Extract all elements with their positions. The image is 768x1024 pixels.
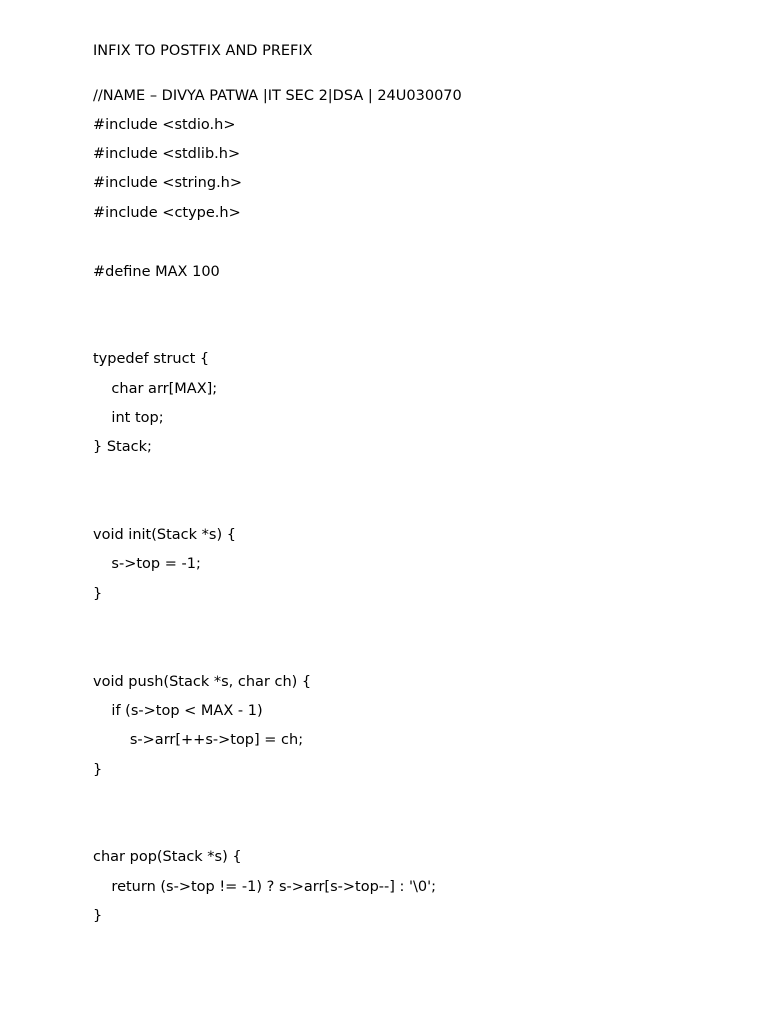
code-line-init-signature: void init(Stack *s) { (93, 527, 236, 543)
document-title: INFIX TO POSTFIX AND PREFIX (93, 43, 313, 59)
code-line-push-close: } (93, 762, 103, 778)
code-line-pop-signature: char pop(Stack *s) { (93, 849, 242, 865)
code-line-name-comment: //NAME – DIVYA PATWA |IT SEC 2|DSA | 24U030070 (93, 88, 462, 104)
code-line-push-assign: s->arr[++s->top] = ch; (93, 732, 304, 748)
code-line-define-max: #define MAX 100 (93, 264, 220, 280)
code-line-push-signature: void push(Stack *s, char ch) { (93, 674, 312, 690)
code-line-stack-close: } Stack; (93, 439, 152, 455)
code-line-pop-return: return (s->top != -1) ? s->arr[s->top--] : '\0'; (93, 879, 436, 895)
code-line-push-if: if (s->top < MAX - 1) (93, 703, 263, 719)
code-line-pop-close: } (93, 908, 103, 924)
code-line-typedef-struct: typedef struct { (93, 351, 210, 367)
code-line-include-string: #include <string.h> (93, 175, 243, 191)
code-line-init-close: } (93, 586, 103, 602)
code-line-include-stdlib: #include <stdlib.h> (93, 146, 241, 162)
code-line-init-body: s->top = -1; (93, 556, 201, 572)
code-line-int-top: int top; (93, 410, 164, 426)
code-line-include-ctype: #include <ctype.h> (93, 205, 241, 221)
code-line-char-arr: char arr[MAX]; (93, 381, 218, 397)
code-line-include-stdio: #include <stdio.h> (93, 117, 236, 133)
